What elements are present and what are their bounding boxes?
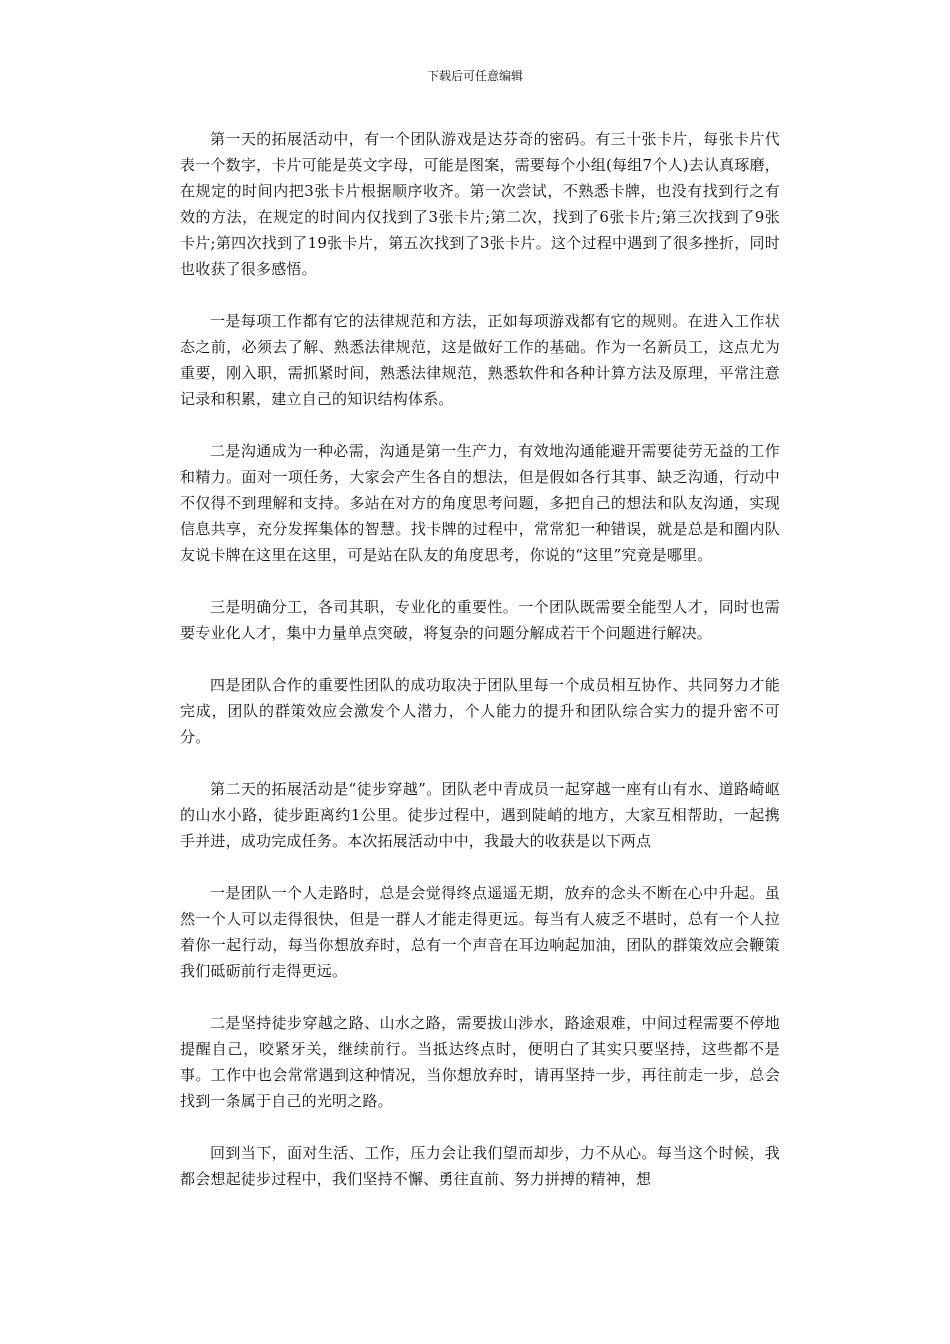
- paragraph-9: 回到当下，面对生活、工作，压力会让我们望而却步，力不从心。每当这个时候，我都会想起徒步过程中，我们坚持不懈、勇往直前、努力拼搏的精神，想: [180, 1144, 780, 1188]
- paragraph-5: 四是团队合作的重要性团队的成功取决于团队里每一个成员相互协作、共同努力才能完成，团队的群策效应会激发个人潜力，个人能力的提升和团队综合实力的提升密不可分。: [180, 676, 780, 746]
- paragraph-6: 第二天的拓展活动是“徒步穿越”。团队老中青成员一起穿越一座有山有水、道路崎岖的山水小路，徒步距离约1公里。徒步过程中，遇到陡峭的地方，大家互相帮助，一起携手并进，成功完成任务。本次拓展活动中中，我最大的收获是以下两点: [180, 780, 780, 850]
- paragraph-2: 一是每项工作都有它的法律规范和方法，正如每项游戏都有它的规则。在进入工作状态之前，必须去了解、熟悉法律规范，这是做好工作的基础。作为一名新员工，这点尤为重要，刚入职，需抓紧时间，熟悉法律规范，熟悉软件和各种计算方法及原理，平常注意记录和积累，建立自己的知识结构体系。: [180, 312, 780, 408]
- paragraph-4: 三是明确分工，各司其职，专业化的重要性。一个团队既需要全能型人才，同时也需要专业化人才，集中力量单点突破，将复杂的问题分解成若干个问题进行解决。: [180, 598, 780, 642]
- paragraph-3: 二是沟通成为一种必需，沟通是第一生产力，有效地沟通能避开需要徒劳无益的工作和精力。面对一项任务，大家会产生各自的想法，但是假如各行其事、缺乏沟通，行动中不仅得不到理解和支持。多站在对方的角度思考问题，多把自己的想法和队友沟通，实现信息共享，充分发挥集体的智慧。找卡牌的过程中，常常犯一种错误，就是总是和圈内队友说卡牌在这里在这里，可是站在队友的角度思考，你说的“这里”究竟是哪里。: [180, 442, 780, 564]
- document-body: [180, 126, 780, 1218]
- paragraph-1: 第一天的拓展活动中，有一个团队游戏是达芬奇的密码。有三十张卡片，每张卡片代表一个数字，卡片可能是英文字母，可能是图案，需要每个小组(每组7个人)去认真琢磨，在规定的时间内把3张卡片根据顺序收齐。第一次尝试，不熟悉卡牌，也没有找到行之有效的方法，在规定的时间内仅找到了3张卡片;第二次，找到了6张卡片;第三次找到了9张卡片;第四次找到了19张卡片，第五次找到了3张卡片。这个过程中遇到了很多挫折，同时也收获了很多感悟。: [180, 130, 780, 278]
- page-header: 下载后可任意编辑: [426, 69, 523, 83]
- paragraph-7: 一是团队一个人走路时，总是会觉得终点遥遥无期，放弃的念头不断在心中升起。虽然一个人可以走得很快，但是一群人才能走得更远。每当有人疲乏不堪时，总有一个人拉着你一起行动，每当你想放弃时，总有一个声音在耳边响起加油，团队的群策效应会鞭策我们砥砺前行走得更远。: [180, 884, 780, 980]
- paragraph-8: 二是坚持徒步穿越之路、山水之路，需要拔山涉水，路途艰难，中间过程需要不停地提醒自己，咬紧牙关，继续前行。当抵达终点时，便明白了其实只要坚持，这些都不是事。工作中也会常常遇到这种情况，当你想放弃时，请再坚持一步，再往前走一步，总会找到一条属于自己的光明之路。: [180, 1014, 780, 1110]
